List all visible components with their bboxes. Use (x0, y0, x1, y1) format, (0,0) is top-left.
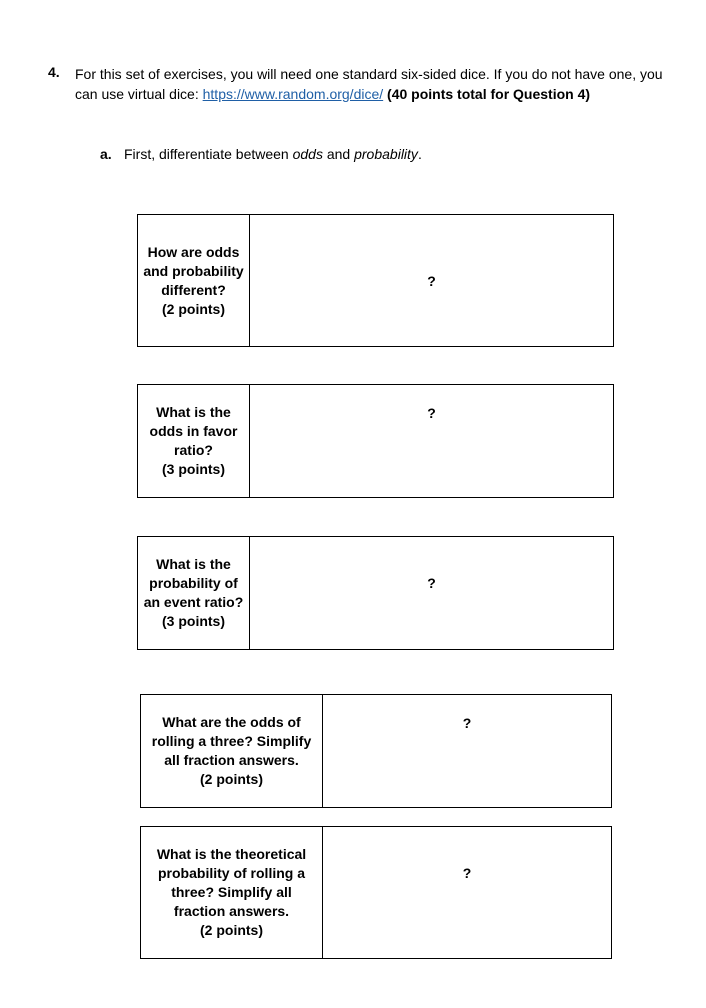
prompt-line: (3 points) (162, 613, 225, 629)
prompt-line: and probability (143, 262, 244, 279)
question-box-odds-of-three (140, 694, 612, 808)
box-prompt (138, 215, 250, 347)
prompt-line: (2 points) (200, 922, 263, 938)
prompt-line: all fraction answers. (164, 752, 299, 768)
prompt-line: ratio? (174, 442, 213, 458)
prompt-line: (3 points) (162, 461, 225, 477)
prompt-line: three? Simplify all (171, 884, 292, 900)
prompt-line: rolling a three? Simplify (151, 733, 312, 749)
sub-question-label: a. (100, 146, 112, 162)
answer-field[interactable] (323, 827, 612, 959)
answer-placeholder: ? (427, 273, 436, 289)
question-box-odds-vs-probability (137, 214, 614, 347)
sub-text-part: and (322, 146, 355, 162)
prompt-line: What is the (156, 404, 231, 420)
prompt-line: How are odds (147, 243, 240, 260)
sub-question-text (124, 146, 422, 162)
prompt-line: What are the odds of (162, 714, 301, 730)
prompt-line: What is the (156, 556, 231, 572)
answer-placeholder: ? (427, 405, 436, 421)
question-number: 4. (48, 64, 60, 80)
answer-field[interactable] (323, 695, 612, 808)
answer-field[interactable] (250, 385, 614, 498)
prompt-line: probability of (149, 575, 238, 591)
sub-text-part: . (417, 146, 422, 162)
box-prompt (138, 537, 250, 650)
answer-field[interactable] (250, 537, 614, 650)
box-prompt (141, 827, 323, 959)
sub-text-part: First, differentiate between (124, 146, 293, 162)
question-box-probability-of-three (140, 826, 612, 959)
answer-placeholder: ? (427, 575, 436, 591)
prompt-line: (2 points) (162, 300, 225, 317)
question-box-odds-ratio (137, 384, 614, 498)
term-odds: odds (292, 146, 323, 162)
prompt-line: different? (161, 281, 226, 298)
answer-field[interactable] (250, 215, 614, 347)
virtual-dice-link[interactable]: https://www.random.org/dice/ (202, 86, 384, 102)
prompt-line: an event ratio? (143, 594, 244, 610)
term-probability: probability (354, 146, 418, 162)
prompt-line: What is the theoretical (156, 846, 307, 862)
answer-placeholder: ? (462, 715, 472, 731)
prompt-line: probability of rolling a (158, 865, 305, 881)
box-prompt (138, 385, 250, 498)
points-total: (40 points total for Question 4) (387, 86, 591, 102)
question-text (75, 64, 675, 104)
answer-placeholder: ? (462, 865, 472, 881)
prompt-line: (2 points) (200, 771, 263, 787)
prompt-line: fraction answers. (173, 903, 290, 919)
box-prompt (141, 695, 323, 808)
question-box-probability-ratio (137, 536, 614, 650)
prompt-line: odds in favor (149, 423, 238, 439)
question-intro: For this set of exercises, you will need one standard six-sided dice. If you do not have one, you can use virtual dice: (75, 66, 663, 102)
